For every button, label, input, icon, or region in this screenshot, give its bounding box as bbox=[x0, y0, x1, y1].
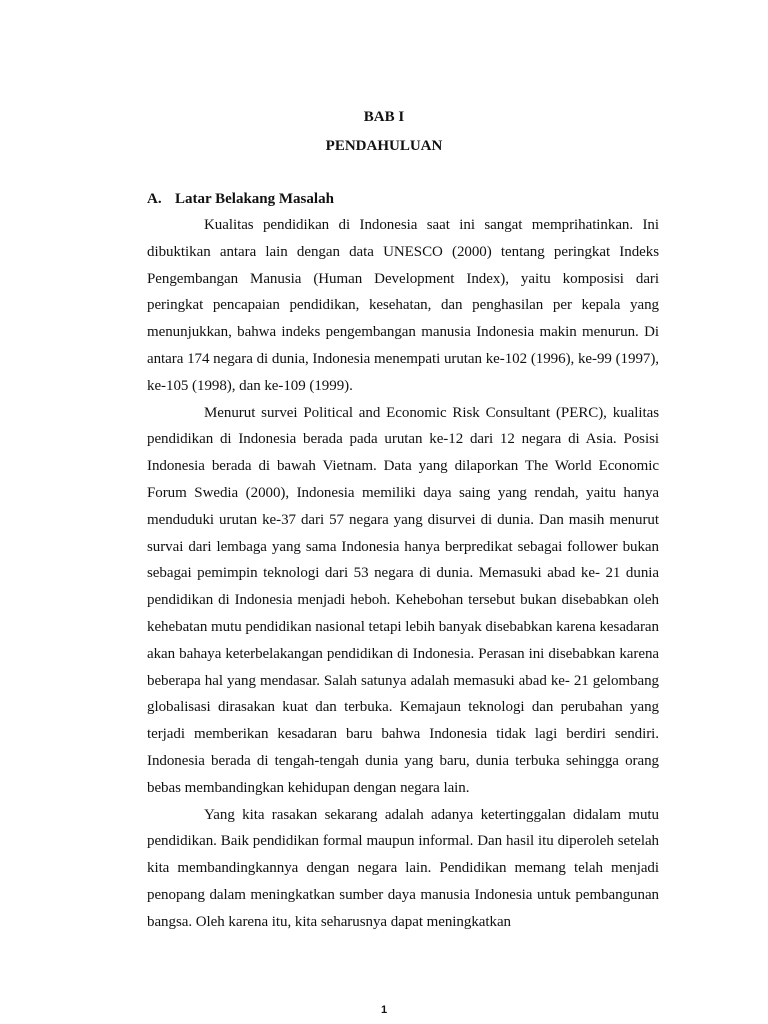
paragraph-3: Yang kita rasakan sekarang adalah adanya ketertinggalan didalam mutu pendidikan. Baik pendidikan formal maupun informal. Dan hasil itu diperoleh setelah kita membandingkannya dengan negara lain. Pendidikan memang telah menjadi penopang dalam meningkatkan sumber daya manusia Indonesia untuk pembangunan bangsa. Oleh karena itu, kita seharusnya dapat meningkatkan bbox=[147, 806, 659, 930]
paragraph-2: Menurut survei Political and Economic Risk Consultant (PERC), kualitas pendidikan di Indonesia berada pada urutan ke-12 dari 12 negara di Asia. Posisi Indonesia berada di bawah Vietnam. Data yang dilaporkan The World Economic Forum Swedia (2000), Indonesia memiliki daya saing yang rendah, yaitu hanya menduduki urutan ke-37 dari 57 negara yang disurvei di dunia. Dan masih menurut survai dari lembaga yang sama Indonesia hanya berpredikat sebagai follower bukan sebagai pemimpin teknologi dari 53 negara di dunia. Memasuki abad ke- 21 dunia pendidikan di Indonesia menjadi heboh. Kehebohan tersebut bukan disebabkan oleh kehebatan mutu pendidikan nasional tetapi lebih banyak disebabkan karena kesadaran akan bahaya keterbelakangan pendidikan di Indonesia. Perasan ini disebabkan karena beberapa hal yang mendasar. Salah satunya adalah memasuki abad ke- 21 gelombang globalisasi dirasakan kuat dan terbuka. Kemajaun teknologi dan perubahan yang terjadi memberikan kesadaran baru bahwa Indonesia tidak lagi berdiri sendiri. Indonesia berada di tengah-tengah dunia yang baru, dunia terbuka sehingga orang bebas membandingkan kehidupan dengan negara lain. bbox=[147, 404, 659, 796]
section-letter: A. bbox=[147, 191, 162, 207]
paragraph-1: Kualitas pendidikan di Indonesia saat ini sangat memprihatinkan. Ini dibuktikan antara lain dengan data UNESCO (2000) tentang peringkat Indeks Pengembangan Manusia (Human Development Index), yaitu komposisi dari peringkat pencapaian pendidikan, kesehatan, dan penghasilan per kepala yang menunjukkan, bahwa indeks pengembangan manusia Indonesia makin menurun. Di antara 174 negara di dunia, Indonesia menempati urutan ke-102 (1996), ke-99 (1997), ke-105 (1998), dan ke-109 (1999). bbox=[147, 217, 659, 394]
page-number: 1 bbox=[380, 1004, 388, 1016]
section-title: Latar Belakang Masalah bbox=[175, 191, 334, 207]
body-text bbox=[147, 212, 659, 936]
chapter-number: BAB I bbox=[363, 109, 405, 125]
section-heading bbox=[147, 190, 334, 208]
chapter-title: PENDAHULUAN bbox=[325, 138, 443, 154]
